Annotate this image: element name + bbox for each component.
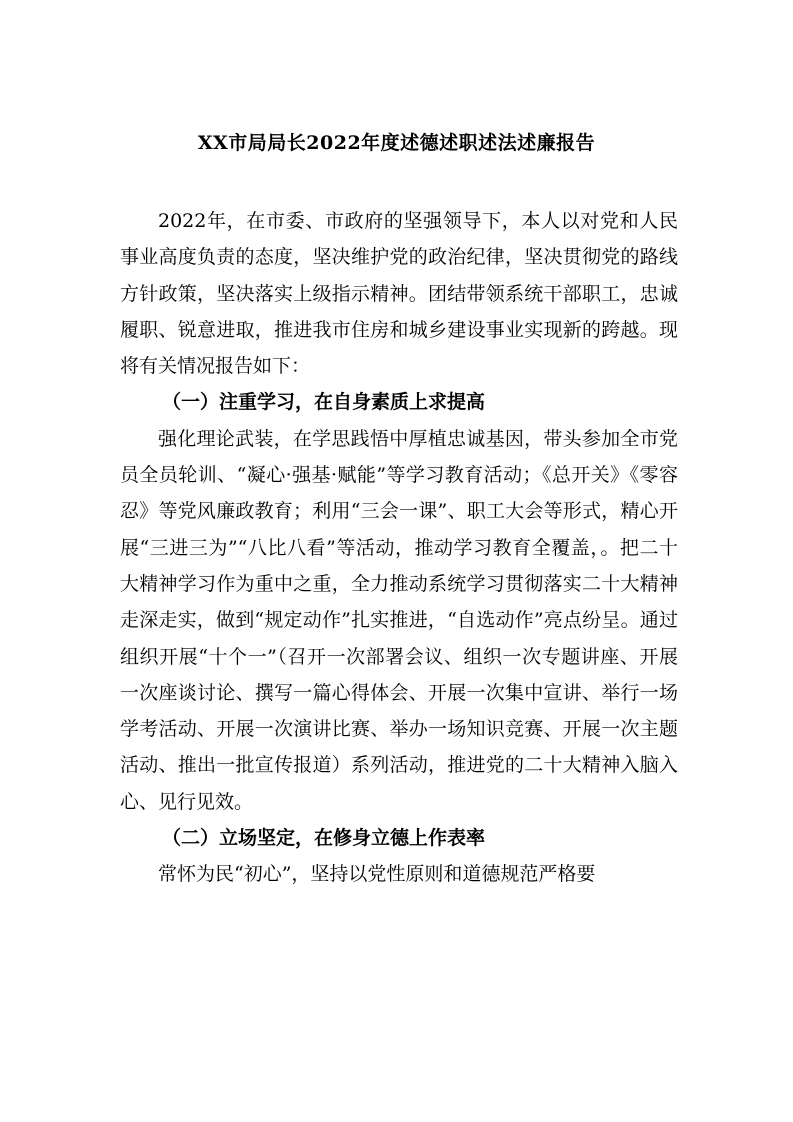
document-body <box>120 203 678 893</box>
section-1-paragraph: 强化理论武装，在学思践悟中厚植忠诚基因，带头参加全市党员全员轮训、“凝心·强基·赋能”等学习教育活动；《总开关》《零容忍》等党风廉政教育；利用“三会一课”、职工大会等形式，精心开展“三进三为”“八比八看”等活动，推动学习教育全覆盖，。把二十大精神学习作为重中之重，全力推动系统学习贯彻落实二十大精神走深走实，做到“规定动作”扎实推进，“自选动作”亮点纷呈。通过组织开展“十个一”（召开一次部署会议、组织一次专题讲座、开展一次座谈讨论、撰写一篇心得体会、开展一次集中宣讲、举行一场学考活动、开展一次演讲比赛、举办一场知识竞赛、开展一次主题活动、推出一批宣传报道）系列活动，推进党的二十大精神入脑入心、见行见效。 <box>120 427 678 813</box>
section-2-paragraph: 常怀为民“初心”，坚持以党性原则和道德规范严格要 <box>158 863 596 886</box>
section-heading-2: （二）立场坚定，在修身立德上作表率 <box>162 827 486 850</box>
section-heading-1: （一）注重学习，在自身素质上求提高 <box>162 391 486 414</box>
document-title: XX市局局长2022年度述德述职述法述廉报告 <box>197 132 596 154</box>
intro-paragraph: 2022年，在市委、市政府的坚强领导下，本人以对党和人民事业高度负责的态度，坚决维护党的政治纪律，坚决贯彻党的路线方针政策，坚决落实上级指示精神。团结带领系统干部职工，忠诚履职、锐意进取，推进我市住房和城乡建设事业实现新的跨越。现将有关情况报告如下： <box>120 210 678 378</box>
